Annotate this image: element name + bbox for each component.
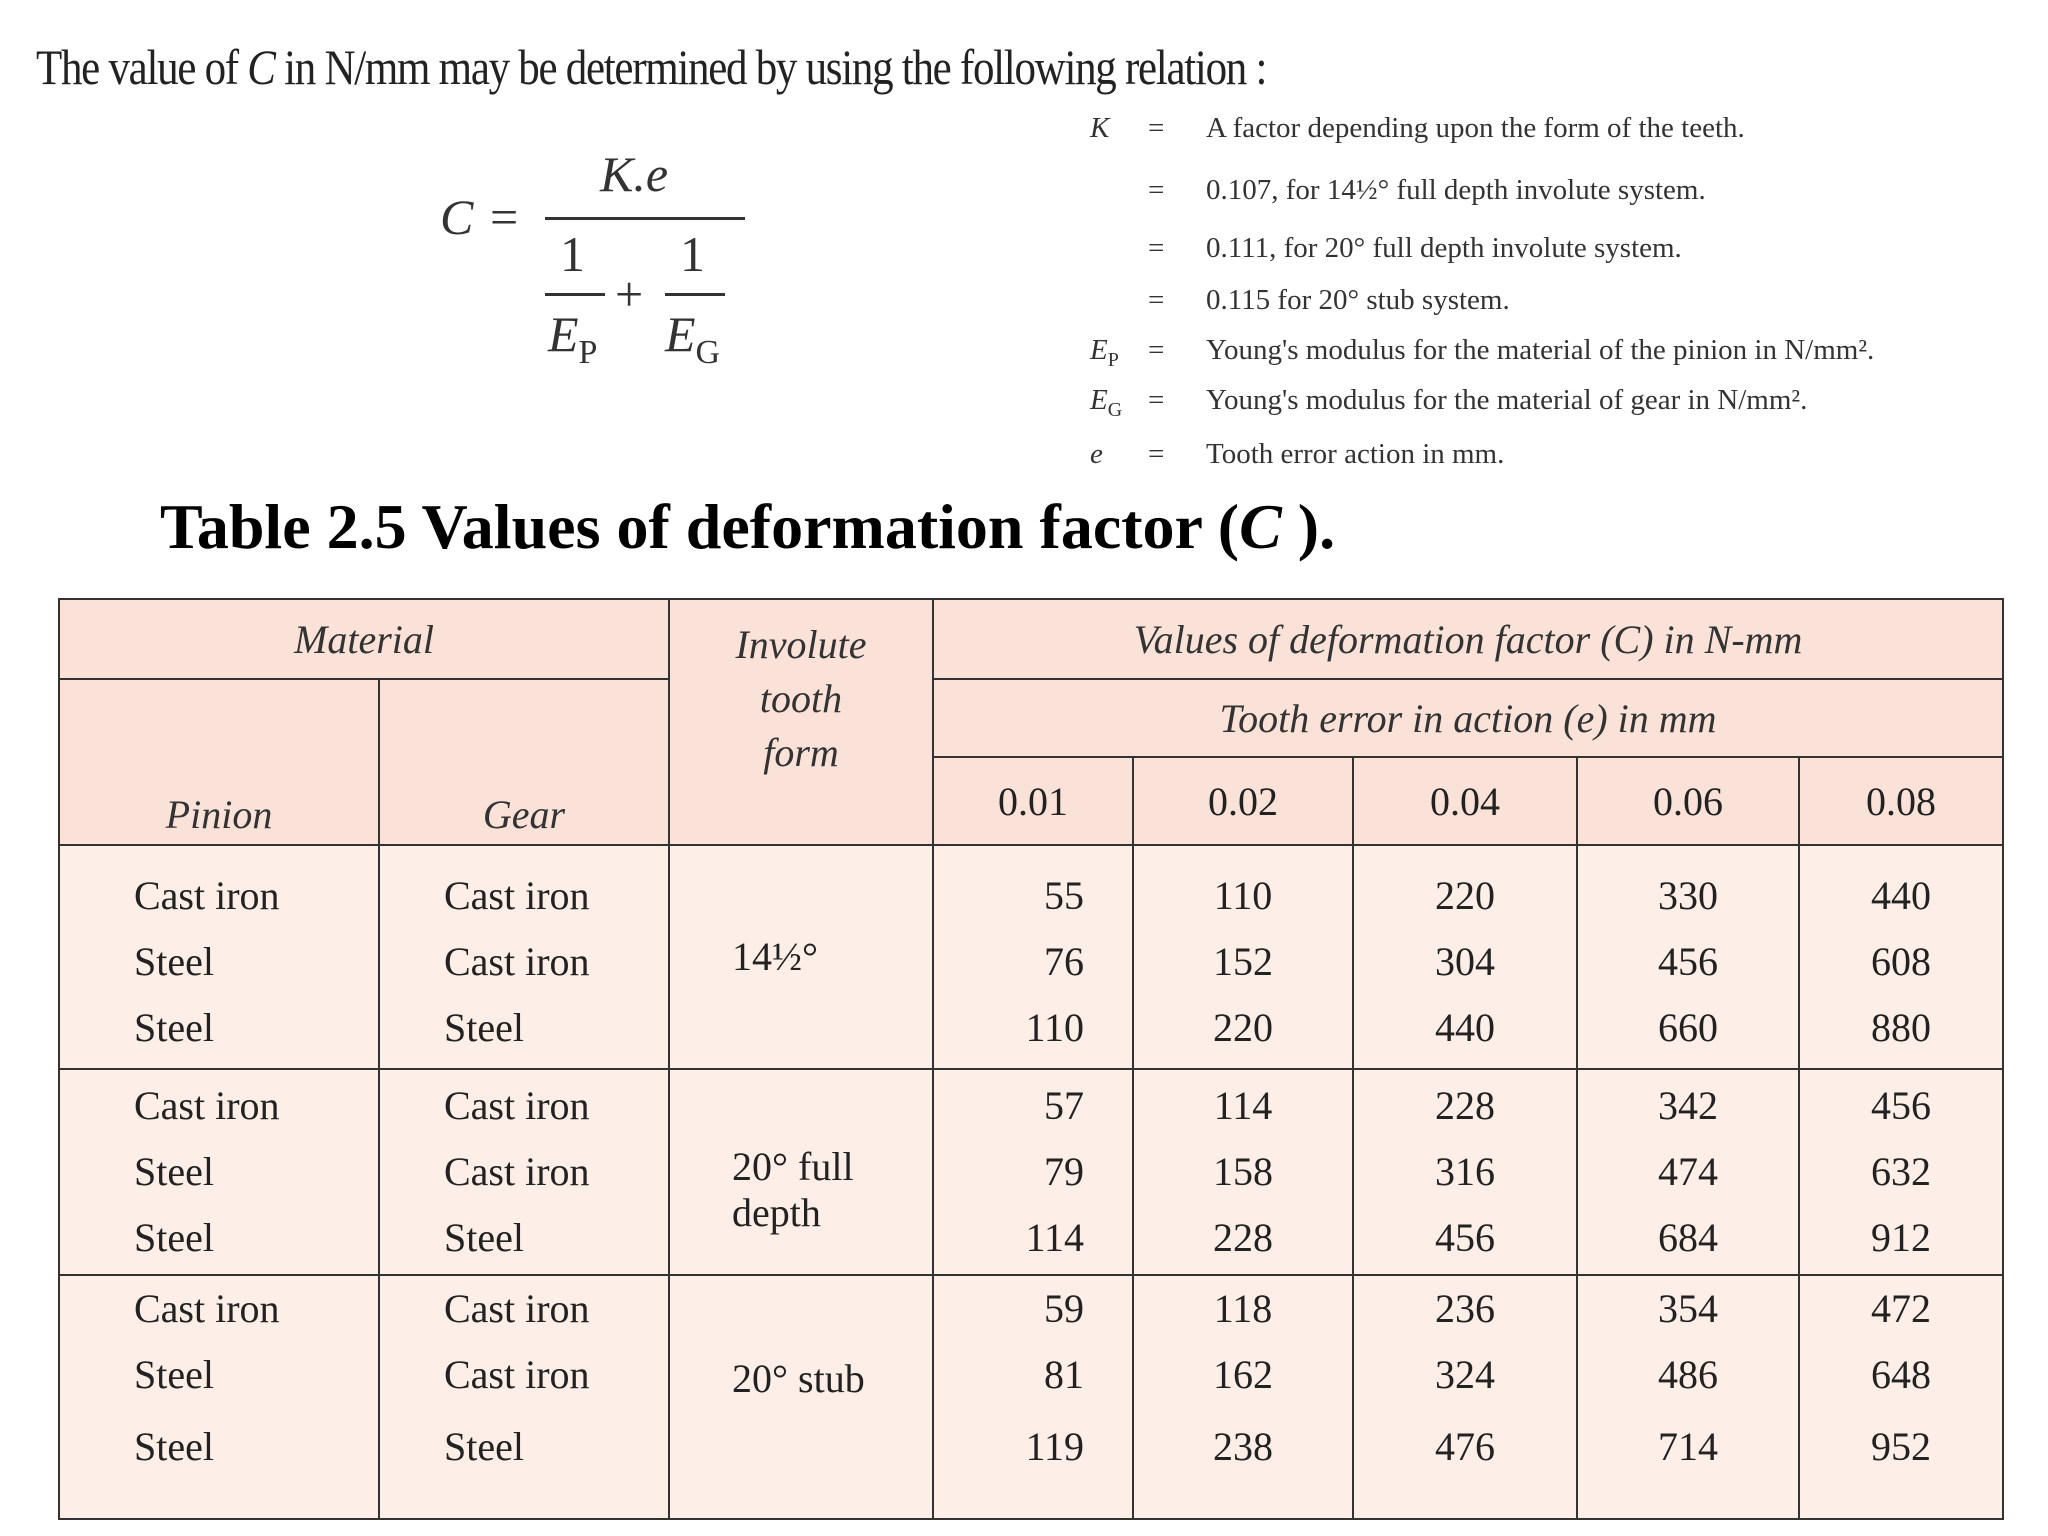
definition-text: 0.111, for 20° full depth involute system. [1206,232,1682,264]
definition-equals: = [1148,112,1165,144]
header-values: Values of deformation factor (C) in N-mm [933,599,2003,679]
definition-text: Young's modulus for the material of gear in N/mm². [1206,384,1808,416]
value-cell: 55 76 110 [933,845,1133,1069]
header-tooth-error: Tooth error in action (e) in mm [933,679,2003,757]
formula-sub-fraction-bar-right [665,293,725,296]
header-gear: Gear [379,679,669,845]
pinion-cell: Cast iron Steel Steel [59,1069,379,1275]
value-cell: 114 158 228 [1133,1069,1353,1275]
header-error-col: 0.01 [933,757,1133,845]
value-cell: 330 456 660 [1577,845,1799,1069]
formula-numerator: K.e [600,146,669,202]
table-title: Table 2.5 Values of deformation factor (C ). [160,491,1336,562]
value-cell: 57 79 114 [933,1069,1133,1275]
formula-one-right: 1 [680,226,705,282]
deformation-formula [440,140,760,400]
tooth-form-cell: 14½° [669,845,933,1069]
formula-main-fraction-bar [545,217,745,220]
header-error-col: 0.02 [1133,757,1353,845]
gear-cell: Cast iron Cast iron Steel [379,1069,669,1275]
formula-sub-fraction-bar-left [545,293,605,296]
header-row-2 [59,679,2003,757]
definition-text: A factor depending upon the form of the teeth. [1206,112,1745,144]
intro-text-before: The value of [36,39,248,95]
intro-text-after: in N/mm may be determined by using the following relation : [274,39,1267,95]
value-cell: 228 316 456 [1353,1069,1577,1275]
table-title-variable: C [1239,491,1282,562]
table-row-group-3 [59,1275,2003,1519]
table-row-group-1 [59,845,2003,1069]
definition-symbol: $E_G$ [1090,384,1123,421]
pinion-cell: Cast iron Steel Steel [59,845,379,1069]
header-error-col: 0.04 [1353,757,1577,845]
value-cell: 472 648 952 [1799,1275,2003,1519]
header-error-col: 0.08 [1799,757,2003,845]
definition-text: 0.115 for 20° stub system. [1206,284,1510,316]
formula-one-left: 1 [560,226,585,282]
definition-text: Young's modulus for the material of the pinion in N/mm². [1206,334,1875,366]
formula-plus: + [615,266,644,322]
value-cell: 342 474 684 [1577,1069,1799,1275]
deformation-factor-table [58,598,2004,1520]
value-cell: 118 162 238 [1133,1275,1353,1519]
header-involute-form: Involute tooth form [669,599,933,845]
value-cell: 110 152 220 [1133,845,1353,1069]
header-error-col: 0.06 [1577,757,1799,845]
formula-equals: = [490,189,519,245]
value-cell: 220 304 440 [1353,845,1577,1069]
pinion-cell: Cast iron Steel Steel [59,1275,379,1519]
definition-equals: = [1148,384,1165,416]
intro-variable-c: C [247,39,275,95]
definition-equals: = [1148,334,1165,366]
definition-equals: = [1148,232,1165,264]
value-cell: 440 608 880 [1799,845,2003,1069]
definition-symbol: $E_P$ [1090,334,1119,371]
tooth-form-cell: 20° stub [669,1275,933,1519]
table-row-group-2 [59,1069,2003,1275]
formula-ep: $E_P$ [548,306,598,371]
definition-symbol: K [1090,112,1110,144]
value-cell: 59 81 119 [933,1275,1133,1519]
value-cell: 456 632 912 [1799,1069,2003,1275]
tooth-form-cell: 20° full depth [669,1069,933,1275]
gear-cell: Cast iron Cast iron Steel [379,845,669,1069]
value-cell: 354 486 714 [1577,1275,1799,1519]
definition-equals: = [1148,284,1165,316]
header-material: Material [59,599,669,679]
gear-cell: Cast iron Cast iron Steel [379,1275,669,1519]
definition-equals: = [1148,438,1165,470]
definition-text: 0.107, for 14½° full depth involute system. [1206,174,1706,206]
definition-symbol: e [1090,438,1103,470]
value-cell: 236 324 476 [1353,1275,1577,1519]
definition-equals: = [1148,174,1165,206]
header-pinion: Pinion [59,679,379,845]
header-row-1 [59,599,2003,679]
definition-text: Tooth error action in mm. [1206,438,1505,470]
intro-sentence [36,38,1266,96]
formula-lhs: C [440,189,474,245]
deformation-factor-table-container [58,598,2002,1518]
formula-eg: $E_G$ [665,306,721,371]
